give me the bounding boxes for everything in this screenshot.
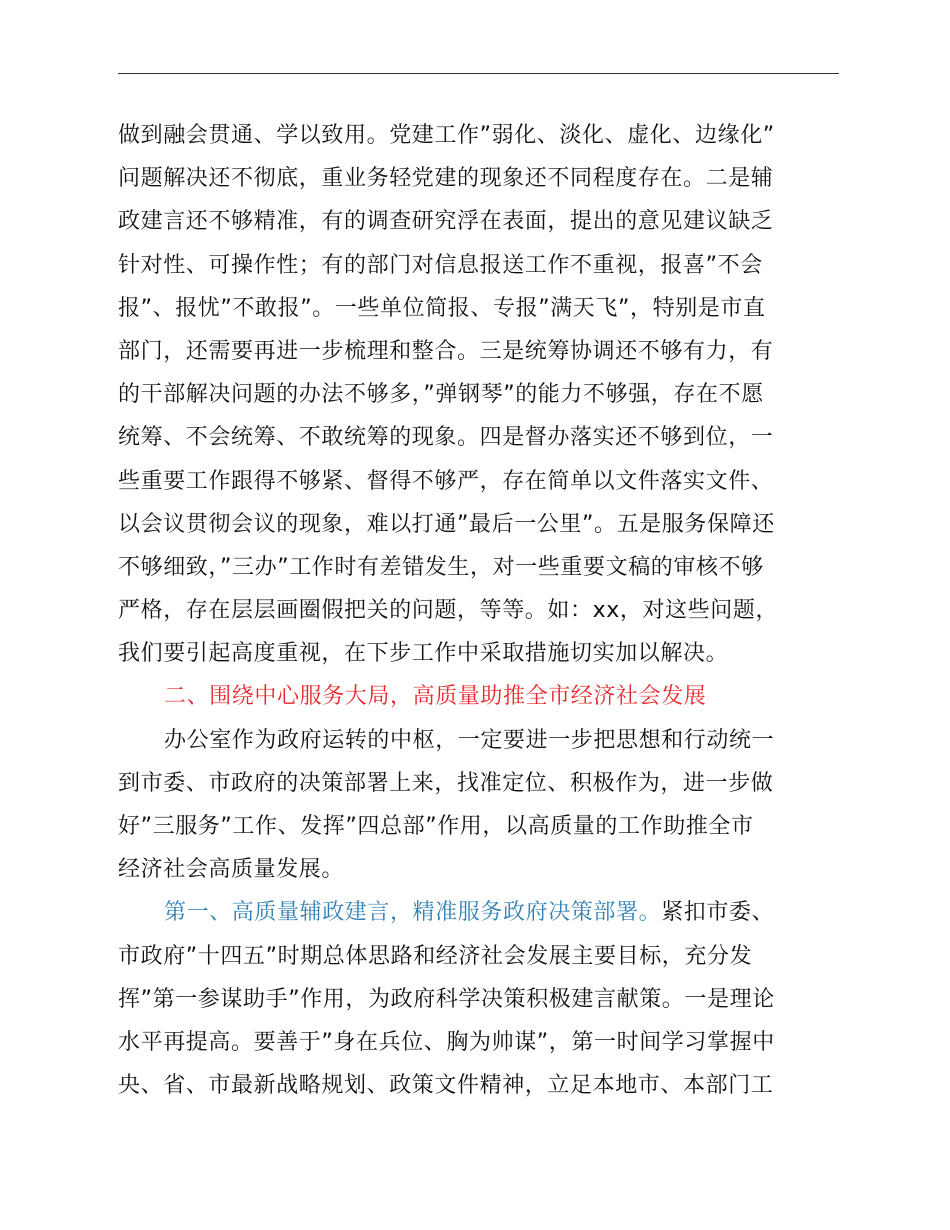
text-line: 问题解决还不彻底，重业务轻党建的现象还不同程度存在。二是辅	[118, 166, 774, 192]
text-line: 统筹、不会统筹、不敢统筹的现象。四是督办落实还不够到位，一	[118, 425, 774, 451]
text-line: 政建言还不够精准，有的调查研究浮在表面，提出的意见建议缺乏	[118, 209, 774, 235]
text-line: 以会议贯彻会议的现象，难以打通”最后一公里”。五是服务保障还	[118, 511, 775, 537]
text-line: 央、省、市最新战略规划、政策文件精神，立足本地市、本部门工	[118, 1073, 774, 1099]
document-body	[118, 114, 858, 1107]
header-rule	[118, 73, 839, 74]
text-line: 严格，存在层层画圈假把关的问题，等等。如：xx，对这些问题，	[118, 598, 779, 624]
text-line: 报”、报忧”不敢报”。一些单位简报、专报”满天飞”，特别是市直	[118, 295, 766, 321]
text-line: 不够细致，”三办”工作时有差错发生，对一些重要文稿的审核不够	[118, 554, 764, 580]
text-line	[118, 891, 858, 934]
text-line: 挥”第一参谋助手”作用，为政府科学决策积极建言献策。一是理论	[118, 986, 775, 1012]
text-span: 紧扣市委、	[661, 900, 775, 926]
text-line: 做到融会贯通、学以致用。党建工作”弱化、淡化、虚化、边缘化”	[118, 123, 775, 148]
text-line: 我们要引起高度重视，在下步工作中采取措施切实加以解决。	[118, 641, 729, 667]
text-line: 水平再提高。要善于”身在兵位、胸为帅谋”，第一时间学习掌握中	[118, 1029, 775, 1055]
text-line: 的干部解决问题的办法不够多，”弹钢琴”的能力不够强，存在不愿	[118, 382, 764, 408]
text-line: 市政府”十四五”时期总体思路和经济社会发展主要目标，充分发	[118, 943, 753, 969]
section-heading-2: 二、围绕中心服务大局，高质量助推全市经济社会发展	[164, 684, 707, 710]
text-line: 经济社会高质量发展。	[118, 857, 345, 883]
text-line: 针对性、可操作性；有的部门对信息报送工作不重视，报喜”不会	[118, 252, 763, 278]
text-line: 办公室作为政府运转的中枢，一定要进一步把思想和行动统一	[164, 727, 775, 753]
subsection-heading-1: 第一、高质量辅政建言，精准服务政府决策部署。	[164, 900, 662, 926]
text-line: 好”三服务”工作、发挥”四总部”作用，以高质量的工作助推全市	[118, 814, 754, 839]
text-line: 些重要工作跟得不够紧、督得不够严，存在简单以文件落实文件、	[118, 468, 774, 494]
text-line: 部门，还需要再进一步梳理和整合。三是统筹协调还不够有力，有	[118, 338, 774, 364]
text-line: 到市委、市政府的决策部署上来，找准定位、积极作为，进一步做	[118, 770, 774, 796]
